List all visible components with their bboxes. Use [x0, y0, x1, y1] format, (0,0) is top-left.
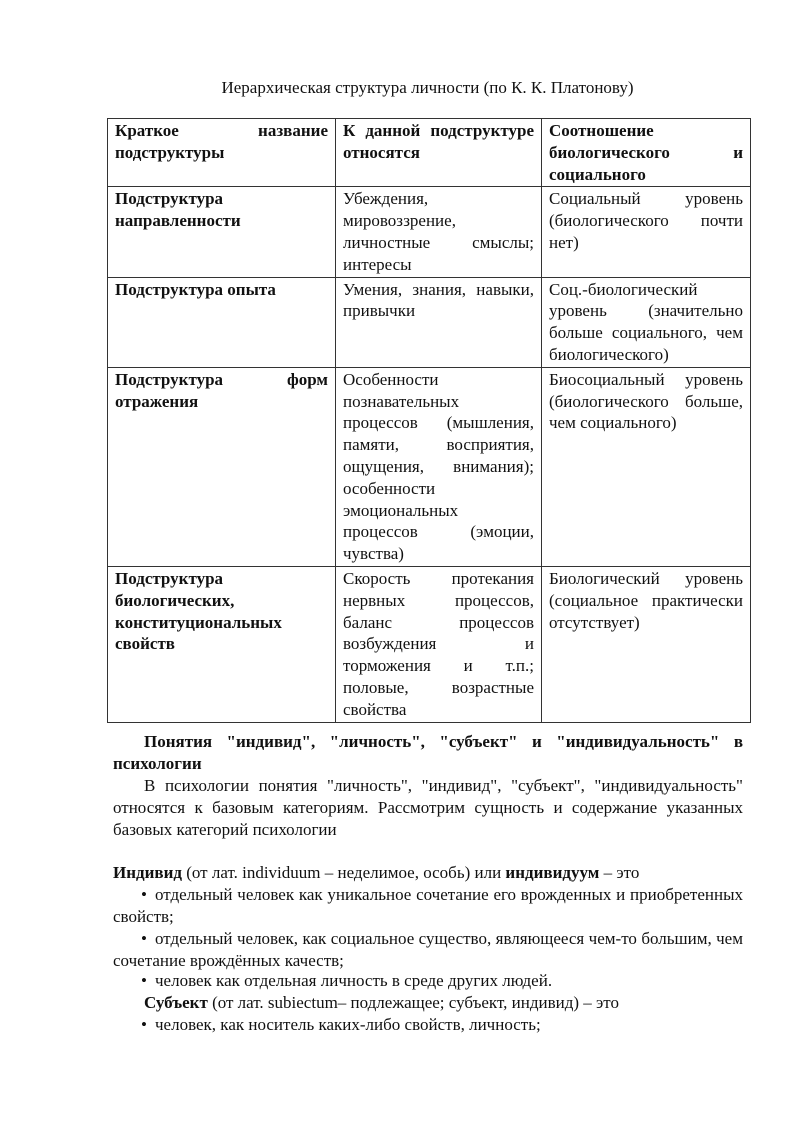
- table-cell: Подструктура направленности: [108, 187, 336, 277]
- header-cell-ratio: Соотношение биологического и социального: [542, 119, 751, 187]
- term-subject: Субъект: [144, 993, 208, 1012]
- table-header-row: [108, 119, 751, 187]
- individ-definition-mid: (от лат. individuum – неделимое, особь) или: [182, 863, 506, 882]
- table-cell: Умения, знания, навыки, привычки: [336, 277, 542, 367]
- individ-definition-tail: – это: [599, 863, 640, 882]
- page-title: Иерархическая структура личности (по К. К. Платонову): [221, 78, 634, 97]
- personality-structure-table: [107, 118, 751, 723]
- table-cell: Скорость протекания нервных процессов, баланс процессов возбуждения и торможения и т.п.; половые, возрастные свойства: [336, 566, 542, 722]
- term-individuum: индивидуум: [505, 863, 600, 882]
- list-item: [113, 970, 743, 992]
- term-individ: Индивид: [113, 863, 182, 882]
- table-cell: Социальный уровень (биологического почти нет): [542, 187, 751, 277]
- table-cell: Биосоциальный уровень (биологического больше, чем социального): [542, 367, 751, 566]
- individ-definition: [113, 862, 743, 884]
- list-item: [113, 928, 743, 972]
- bullet-icon: •: [141, 885, 147, 904]
- bullet-icon: •: [141, 971, 147, 990]
- table-cell: Соц.-биологический уровень (значительно больше социального, чем биологического): [542, 277, 751, 367]
- list-item-text: отдельный человек как уникальное сочетание его врожденных и приобретенных свойств;: [113, 885, 743, 926]
- intro-paragraph: В психологии понятия "личность", "индивид", "субъект", "индивидуальность" относятся к базовым категориям. Рассмотрим сущность и содержание указанных базовых категорий психологии: [113, 776, 743, 839]
- table-cell: Подструктура форм отражения: [108, 367, 336, 566]
- list-item-text: человек как отдельная личность в среде других людей.: [155, 971, 553, 990]
- list-item: [113, 1014, 743, 1036]
- section-heading: Понятия "индивид", "личность", "субъект" и "индивидуальность" в психологии: [113, 732, 743, 773]
- header-cell-name: Краткое название подструктуры: [108, 119, 336, 187]
- bullet-icon: •: [141, 929, 147, 948]
- subject-definition: [113, 992, 743, 1014]
- table-row: [108, 187, 751, 277]
- table-cell: Биологический уровень (социальное практически отсутствует): [542, 566, 751, 722]
- subject-definition-tail: (от лат. subiectum– подлежащее; субъект, индивид) – это: [207, 993, 619, 1012]
- table-row: [108, 566, 751, 722]
- list-item-text: отдельный человек, как социальное существо, являющееся чем-то большим, чем сочетание врождённых качеств;: [113, 929, 743, 970]
- table-cell: Подструктура опыта: [108, 277, 336, 367]
- list-item: [113, 884, 743, 928]
- table-row: [108, 277, 751, 367]
- table-cell: Убеждения, мировоззрение, личностные смыслы; интересы: [336, 187, 542, 277]
- table-cell: Особенности познавательных процессов (мышления, памяти, восприятия, ощущения, внимания); особенности эмоциональных процессов (эмоции, чувства): [336, 367, 542, 566]
- table-row: [108, 367, 751, 566]
- table-cell: Подструктура биологических, конституциональных свойств: [108, 566, 336, 722]
- list-item-text: человек, как носитель каких-либо свойств, личность;: [155, 1015, 541, 1034]
- bullet-icon: •: [141, 1015, 147, 1034]
- header-cell-includes: К данной подструктуре относятся: [336, 119, 542, 187]
